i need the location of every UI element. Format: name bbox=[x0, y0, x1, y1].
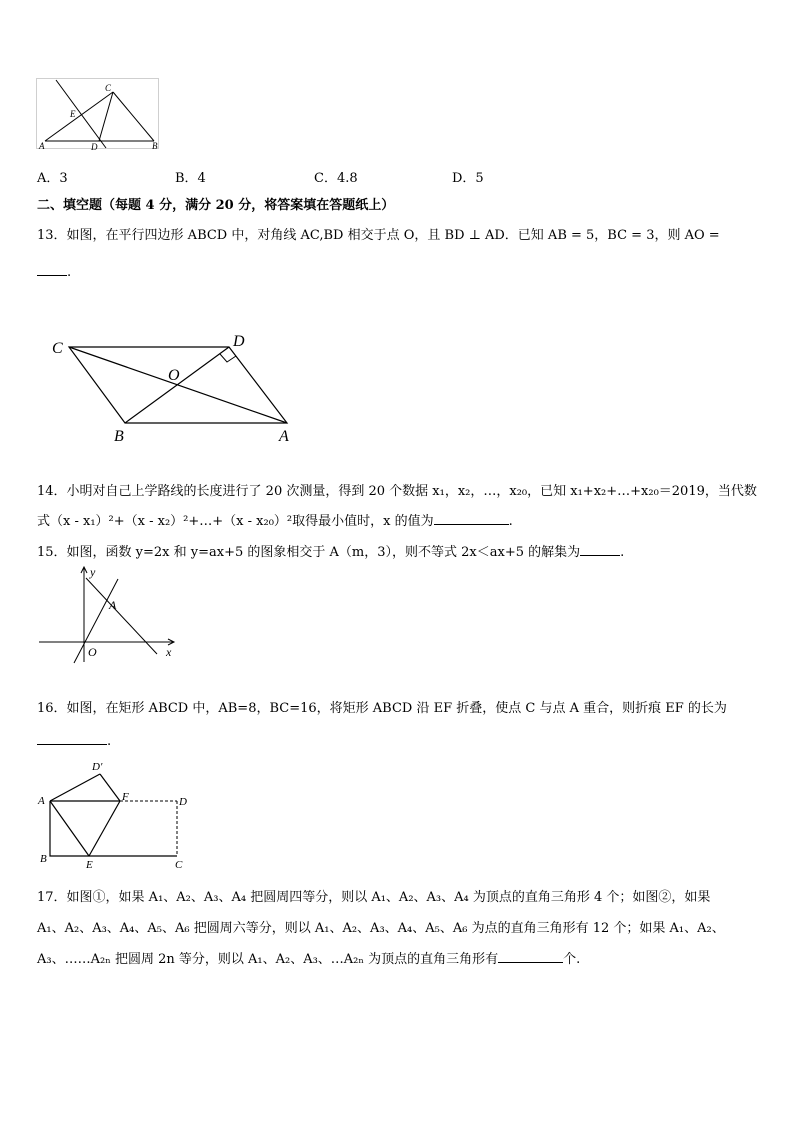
q15-figure bbox=[36, 562, 186, 664]
q13-diagonal-bd bbox=[125, 347, 229, 423]
q13-text: 13．如图，在平行四边形 ABCD 中，对角线 AC,BD 相交于点 O，且 BD ⊥ AD．已知 AB = 5，BC = 3，则 AO = bbox=[37, 228, 720, 243]
q15-line bbox=[37, 541, 624, 560]
q16-segment-ae bbox=[50, 801, 89, 856]
q16-crease-ef bbox=[89, 801, 120, 856]
q16-end: . bbox=[107, 734, 112, 749]
q14-line1: 14．小明对自己上学路线的长度进行了 20 次测量，得到 20 个数据 x₁，x₂，…，x₂₀，已知 x₁+x₂+…+x₂₀＝2019，当代数 bbox=[37, 484, 757, 499]
q17-line3-text: A₃、……A₂ₙ 把圆周 2n 等分，则以 A₁、A₂、A₃、…A₂ₙ 为顶点的直角三角形有 bbox=[37, 952, 499, 967]
q16-label-b: B bbox=[40, 853, 47, 865]
q15-label-y: y bbox=[90, 565, 96, 579]
q12-option-b: B．4 bbox=[175, 171, 206, 186]
q12-label-e: E bbox=[70, 109, 76, 119]
q17-line2: A₁、A₂、A₃、A₄、A₅、A₆ 把圆周六等分，则以 A₁、A₂、A₃、A₄、A₅、A₆ 为点的直角三角形有 12 个；如果 A₁、A₂、 bbox=[37, 921, 725, 936]
q15-label-x: x bbox=[166, 645, 172, 659]
q15-label-a: A bbox=[109, 598, 117, 612]
q14-line2 bbox=[37, 510, 513, 529]
q13-right-angle-mark bbox=[220, 354, 236, 362]
q13-end: . bbox=[67, 265, 72, 280]
q12-option-a: A．3 bbox=[37, 171, 68, 186]
q15-answer-blank bbox=[580, 542, 620, 556]
q13-figure bbox=[46, 330, 306, 445]
q15-line-y-ax5 bbox=[86, 578, 157, 654]
q12-segment-AC bbox=[45, 92, 113, 141]
q13-label-a: A bbox=[279, 428, 289, 445]
q14-end: . bbox=[508, 514, 513, 529]
q14-line2-text: 式（x - x₁）²+（x - x₂）²+…+（x - x₂₀）²取得最小值时，x 的值为 bbox=[37, 514, 434, 529]
q14-answer-blank bbox=[434, 511, 509, 525]
q12-label-d: D bbox=[91, 142, 98, 152]
q16-label-d-prime: D′ bbox=[92, 761, 103, 773]
q12-figure-frame bbox=[37, 79, 159, 149]
q16-text: 16．如图，在矩形 ABCD 中，AB=8，BC=16，将矩形 ABCD 沿 EF 折叠，使点 C 与点 A 重合，则折痕 EF 的长为 bbox=[37, 701, 727, 716]
q15-label-o: O bbox=[88, 645, 97, 659]
q12-segment-CD bbox=[99, 92, 113, 141]
q13-answer-blank bbox=[37, 262, 67, 276]
q17-line1: 17．如图①，如果 A₁、A₂、A₃、A₄ 把圆周四等分，则以 A₁、A₂、A₃、A₄ 为顶点的直角三角形 4 个；如图②，如果 bbox=[37, 890, 711, 905]
q12-line-ED bbox=[56, 80, 106, 148]
q13-label-o: O bbox=[168, 367, 180, 384]
q17-end: 个. bbox=[563, 952, 581, 967]
q12-segment-CB bbox=[113, 92, 154, 141]
q12-option-c: C．4.8 bbox=[314, 171, 358, 186]
q12-label-b: B bbox=[152, 141, 158, 151]
q16-label-f: F bbox=[122, 791, 129, 803]
q12-label-a: A bbox=[39, 141, 45, 151]
q16-label-a: A bbox=[38, 795, 45, 807]
q16-answer-line bbox=[37, 731, 111, 749]
q16-label-e: E bbox=[86, 859, 93, 871]
q13-label-d: D bbox=[233, 333, 245, 350]
q16-answer-blank bbox=[37, 731, 107, 745]
q16-segment-d1f bbox=[100, 774, 120, 801]
q13-answer-line bbox=[37, 262, 71, 280]
q16-label-d: D bbox=[179, 796, 187, 808]
q17-line3 bbox=[37, 948, 580, 967]
q16-segment-ad1 bbox=[50, 774, 100, 801]
q13-label-b: B bbox=[114, 428, 124, 445]
q12-label-c: C bbox=[105, 83, 112, 93]
q16-figure bbox=[36, 756, 196, 872]
q16-label-c: C bbox=[175, 859, 183, 871]
q13-label-c: C bbox=[52, 340, 63, 357]
q12-figure bbox=[36, 78, 162, 152]
q12-option-d: D．5 bbox=[452, 171, 484, 186]
section-heading: 二、填空题（每题 4 分，满分 20 分，将答案填在答题纸上） bbox=[37, 198, 395, 213]
q15-end: . bbox=[620, 545, 625, 560]
q17-answer-blank bbox=[498, 949, 563, 963]
q15-text: 15．如图，函数 y=2x 和 y=ax+5 的图象相交于 A（m，3），则不等式 2x＜ax+5 的解集为 bbox=[37, 545, 581, 560]
